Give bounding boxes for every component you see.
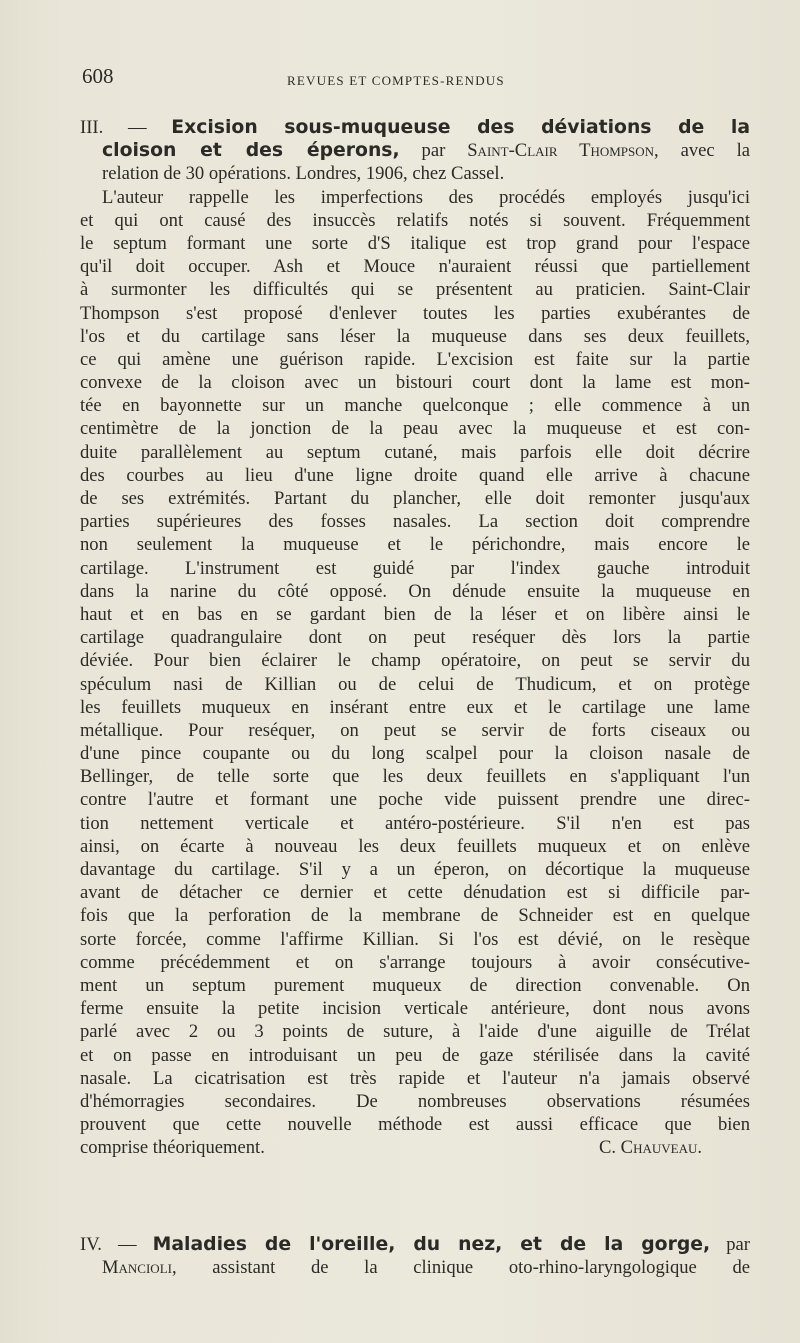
body-line: spéculum nasi de Killian ou de celui de Thudicum, et on protège bbox=[80, 673, 750, 695]
body-line: contre l'autre et formant une poche vide puissent prendre une direc- bbox=[80, 789, 750, 811]
section-iii-heading-line2 bbox=[80, 139, 750, 162]
body-line: tion nettement verticale et antéro-postérieure. S'il n'en est pas bbox=[80, 812, 750, 834]
page-number: 608 bbox=[82, 64, 114, 88]
section-iii-title-part2: cloison et des éperons, bbox=[102, 140, 400, 162]
body-line: haut et en bas en se gardant bien de la léser et on libère ainsi le bbox=[80, 603, 750, 625]
body-line: nasale. La cicatrisation est très rapide et l'auteur n'a jamais observé bbox=[80, 1067, 750, 1089]
section-iv-heading-line1 bbox=[80, 1233, 750, 1256]
body-line: le septum formant une sorte d'S italique est trop grand pour l'espace bbox=[80, 232, 750, 254]
body-line: cartilage. L'instrument est guidé par l'index gauche introduit bbox=[80, 557, 750, 579]
section-iv-title: Maladies de l'oreille, du nez, et de la gorge, bbox=[152, 1234, 711, 1255]
body-line: fois que la perforation de la membrane de Schneider est en quelque bbox=[80, 905, 750, 927]
section-iii-body bbox=[80, 186, 750, 1160]
body-line: les feuillets muqueux en insérant entre eux et le cartilage une lame bbox=[80, 696, 750, 718]
section-iii bbox=[80, 116, 750, 1159]
body-line: de ses extrémités. Partant du plancher, elle doit remonter jusqu'aux bbox=[80, 488, 750, 509]
body-line: déviée. Pour bien éclairer le champ opératoire, on peut se servir du bbox=[80, 650, 750, 672]
body-line: tée en bayonnette sur un manche quelconque ; elle commence à un bbox=[80, 395, 750, 417]
body-line: sorte forcée, comme l'affirme Killian. Si l'os est dévié, on le resèque bbox=[80, 928, 750, 950]
section-iii-number: III. — bbox=[80, 117, 147, 138]
section-iii-publication: relation de 30 opérations. Londres, 1906, chez Cassel. bbox=[102, 163, 505, 185]
running-title: REVUES ET COMPTES-RENDUS bbox=[287, 73, 505, 88]
body-line: ce qui amène une guérison rapide. L'excision est faite sur la partie bbox=[80, 348, 750, 370]
body-last-text: comprise théoriquement. bbox=[80, 1137, 265, 1159]
body-line: avant de détacher ce dernier et cette dénudation est si difficile par- bbox=[80, 882, 750, 904]
signature: C. Chauveau. bbox=[598, 1137, 702, 1159]
section-iii-avec: avec la bbox=[680, 140, 750, 162]
body-line: d'une pince coupante ou du long scalpel pour la cloison nasale de bbox=[80, 743, 750, 765]
body-line: Bellinger, de telle sorte que les deux feuillets en s'appliquant l'un bbox=[80, 766, 750, 788]
section-iii-title-part1: Excision sous-muqueuse des déviations de la bbox=[171, 117, 750, 138]
body-line: cartilage quadrangulaire dont on peut reséquer dès lors la partie bbox=[80, 627, 750, 649]
body-line: à surmonter les difficultés qui se présentent au praticien. Saint-Clair bbox=[80, 279, 750, 301]
section-iii-heading-line1 bbox=[80, 116, 750, 139]
body-line: comme précédemment et on s'arrange toujours à avoir consécutive- bbox=[80, 951, 750, 973]
body-line: centimètre de la jonction de la peau avec la muqueuse et est con- bbox=[80, 418, 750, 440]
body-line: parties supérieures des fosses nasales. La section doit comprendre bbox=[80, 511, 750, 533]
body-line: Thompson s'est proposé d'enlever toutes les parties exubérantes de bbox=[80, 302, 750, 324]
section-iv-heading-line2 bbox=[80, 1256, 750, 1279]
section-iii-par: par bbox=[421, 140, 446, 162]
body-line: qu'il doit occuper. Ash et Mouce n'auraient réussi que partiellement bbox=[80, 256, 750, 278]
body-line: ferme ensuite la petite incision verticale antérieure, dont nous avons bbox=[80, 998, 750, 1020]
section-iv-par: par bbox=[726, 1234, 750, 1255]
body-line: et qui ont causé des insuccès relatifs notés si souvent. Fréquemment bbox=[80, 209, 750, 231]
body-line: L'auteur rappelle les imperfections des procédés employés jusqu'ici bbox=[102, 186, 750, 208]
body-line: l'os et du cartilage sans léser la muqueuse dans ses deux feuillets, bbox=[80, 325, 750, 347]
body-line: dans la narine du côté opposé. On dénude ensuite la muqueuse en bbox=[80, 580, 750, 602]
section-iv-rest: assistant de la clinique oto-rhino-laryngologique de bbox=[212, 1257, 750, 1279]
section-iii-author: Saint-Clair Thompson, bbox=[467, 140, 659, 162]
body-line: métallique. Pour reséquer, on peut se servir de forts ciseaux ou bbox=[80, 719, 750, 741]
body-line: prouvent que cette nouvelle méthode est aussi efficace que bien bbox=[80, 1114, 750, 1136]
body-line: parlé avec 2 ou 3 points de suture, à l'aide d'une aiguille de Trélat bbox=[80, 1021, 750, 1043]
body-last-line bbox=[80, 1136, 750, 1159]
page-header bbox=[82, 64, 748, 94]
body-line: et on passe en introduisant un peu de gaze stérilisée dans la cavité bbox=[80, 1044, 750, 1066]
body-line: convexe de la cloison avec un bistouri court dont la lame est mon- bbox=[80, 372, 750, 394]
body-line: non seulement la muqueuse et le périchondre, mais encore le bbox=[80, 534, 750, 556]
body-line: d'hémorragies secondaires. De nombreuses observations résumées bbox=[80, 1090, 750, 1112]
body-line: duite parallèlement au septum cutané, mais parfois elle doit décrire bbox=[80, 441, 750, 463]
section-iv-author: Mancioli, bbox=[102, 1257, 177, 1279]
section-iv-number: IV. — bbox=[80, 1234, 137, 1255]
section-iv bbox=[80, 1233, 750, 1279]
body-line: davantage du cartilage. S'il y a un éperon, on décortique la muqueuse bbox=[80, 859, 750, 880]
body-line: ainsi, on écarte à nouveau les deux feuillets muqueux et on enlève bbox=[80, 835, 750, 857]
body-line: ment un septum purement muqueux de direction convenable. On bbox=[80, 974, 750, 996]
body-line: des courbes au lieu d'une ligne droite quand elle arrive à chacune bbox=[80, 464, 750, 486]
